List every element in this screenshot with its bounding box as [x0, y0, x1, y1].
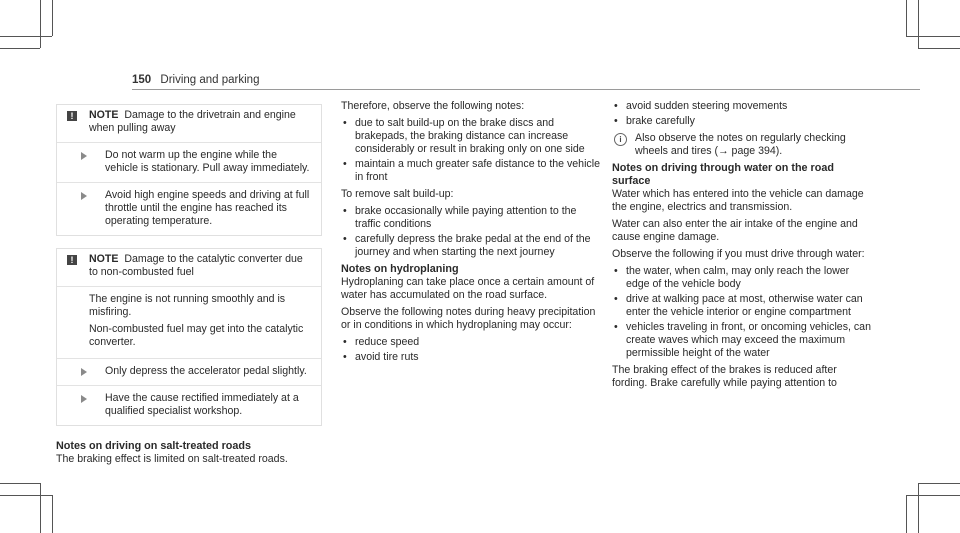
list-item: • carefully depress the brake pedal at the end of the journey and when starting the next journey: [341, 233, 603, 259]
note-label: NOTE: [89, 109, 119, 121]
list-item: • maintain a much greater safe distance to the vehicle in front: [341, 158, 603, 184]
warning-icon: !: [67, 255, 77, 265]
step-arrow-icon: [81, 152, 93, 160]
paragraph: Hydroplaning can take place once a certain amount of water has accumulated on the road surface.: [341, 276, 595, 301]
paragraph: Water can also enter the air intake of the engine and cause engine damage.: [612, 218, 858, 243]
section-heading-salt: Notes on driving on salt-treated roads: [56, 440, 251, 452]
step-text: Have the cause rectified immediately at a qualified specialist workshop.: [105, 392, 299, 417]
list-item: • avoid tire ruts: [341, 351, 603, 364]
bullet-list: [341, 205, 603, 259]
note-text: Damage to the drivetrain and engine when pulling away: [89, 109, 296, 134]
crop-mark: [918, 483, 960, 484]
list-item: • brake carefully: [612, 115, 874, 128]
bullet-list: [341, 117, 603, 184]
instruction-step: [57, 358, 321, 385]
note-paragraph: Non-combusted fuel may get into the catalytic converter.: [89, 323, 304, 348]
list-item: • brake occasionally while paying attention to the traffic conditions: [341, 205, 603, 231]
list-item: • avoid sudden steering movements: [612, 100, 874, 113]
note-heading: [57, 105, 321, 142]
paragraph: Water which has entered into the vehicle can damage the engine, electrics and transmission.: [612, 188, 864, 213]
paragraph: The braking effect is limited on salt-treated roads.: [56, 453, 288, 465]
note-box-drivetrain: [56, 104, 322, 236]
paragraph: The braking effect of the brakes is reduced after fording. Brake carefully while paying attention to: [612, 364, 837, 389]
paragraph: To remove salt build-up:: [341, 188, 454, 200]
info-text: Also observe the notes on regularly checking wheels and tires (→ page 394).: [635, 132, 846, 157]
list-item: • drive at walking pace at most, otherwise water can enter the vehicle interior or engine compartment: [612, 293, 874, 319]
section-title: Driving and parking: [160, 74, 260, 86]
note-box-catalytic: [56, 248, 322, 426]
paragraph: Observe the following notes during heavy precipitation or in conditions in which hydroplaning may occur:: [341, 306, 596, 331]
crop-mark: [906, 495, 907, 533]
section-heading-water: Notes on driving through water on the road surface: [612, 162, 834, 187]
column-3: [612, 100, 874, 394]
step-arrow-icon: [81, 368, 93, 376]
page-number: 150: [132, 74, 152, 86]
info-note: [612, 132, 874, 158]
list-item: • vehicles traveling in front, or oncoming vehicles, can create waves which may exceed the maximum permissible height of the water: [612, 321, 874, 360]
crop-mark: [906, 495, 960, 496]
crop-mark: [918, 483, 919, 533]
step-arrow-icon: [81, 192, 93, 200]
note-heading: [57, 249, 321, 286]
bullet-list: [612, 100, 874, 128]
info-icon: i: [614, 133, 627, 146]
section-heading-hydroplaning: Notes on hydroplaning: [341, 263, 459, 275]
crop-mark: [52, 495, 53, 533]
note-body: [57, 286, 321, 358]
step-arrow-icon: [81, 395, 93, 403]
column-2: [341, 100, 603, 368]
paragraph: Therefore, observe the following notes:: [341, 100, 525, 112]
instruction-step: [57, 182, 321, 235]
list-item: • due to salt build-up on the brake discs and brakepads, the braking distance can increase considerably or result in braking only on one side: [341, 117, 603, 156]
instruction-step: [57, 385, 321, 425]
note-label: NOTE: [89, 253, 119, 265]
page-header: [132, 74, 259, 86]
crop-mark: [40, 0, 41, 48]
crop-mark: [906, 36, 960, 37]
instruction-step: [57, 142, 321, 182]
crop-mark: [0, 483, 40, 484]
crop-mark: [918, 0, 919, 48]
crop-mark: [40, 483, 41, 533]
note-paragraph: The engine is not running smoothly and is misfiring.: [89, 293, 286, 318]
column-1: [56, 104, 322, 470]
bullet-list: [612, 265, 874, 360]
bullet-list: [341, 336, 603, 364]
step-text: Do not warm up the engine while the vehicle is stationary. Pull away immediately.: [105, 149, 310, 174]
list-item: • reduce speed: [341, 336, 603, 349]
note-text: Damage to the catalytic converter due to non-combusted fuel: [89, 253, 303, 278]
crop-mark: [52, 0, 53, 36]
crop-mark: [0, 48, 40, 49]
crop-mark: [0, 36, 52, 37]
step-text: Only depress the accelerator pedal slightly.: [105, 365, 307, 377]
crop-mark: [918, 48, 960, 49]
crop-mark: [906, 0, 907, 36]
warning-icon: !: [67, 111, 77, 121]
crop-mark: [0, 495, 52, 496]
header-rule: [132, 89, 920, 90]
list-item: • the water, when calm, may only reach the lower edge of the vehicle body: [612, 265, 874, 291]
paragraph: Observe the following if you must drive through water:: [612, 248, 865, 260]
step-text: Avoid high engine speeds and driving at full throttle until the engine has reached its operating temperature.: [105, 189, 310, 227]
